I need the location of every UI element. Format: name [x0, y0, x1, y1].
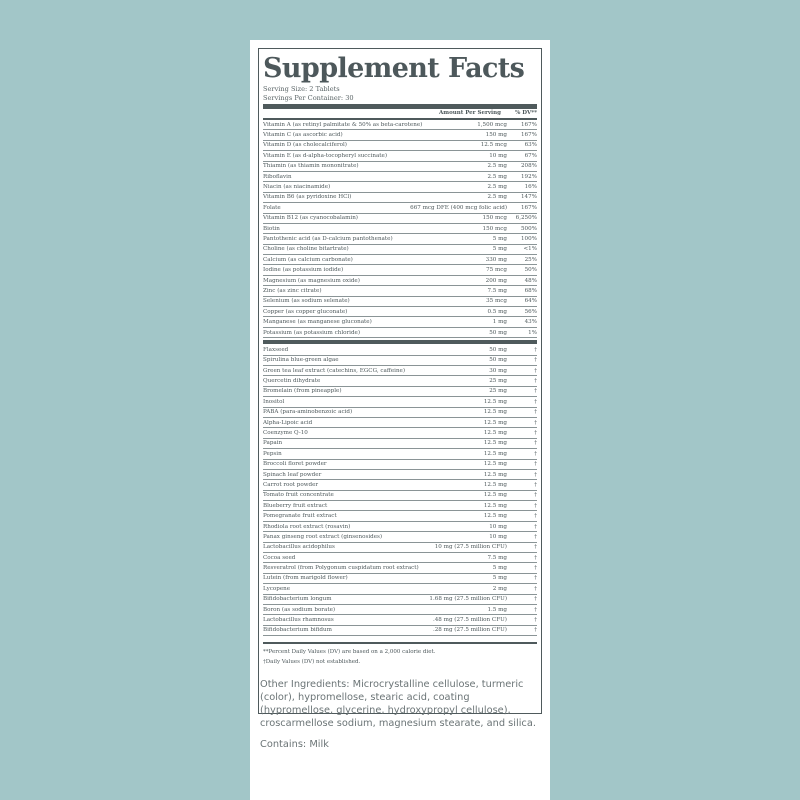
nutrient-dv: † [534, 523, 537, 530]
nutrient-amount: 5 mg [492, 575, 507, 582]
table-row [263, 605, 537, 615]
nutrient-dv: † [534, 596, 537, 603]
nutrient-name: Broccoli floret powder [263, 461, 327, 468]
table-row [263, 511, 537, 521]
nutrient-dv: 167% [521, 204, 537, 211]
table-row [263, 356, 537, 366]
nutrient-dv: 64% [524, 298, 537, 305]
nutrient-amount: 667 mcg DFE (400 mcg folic acid) [410, 204, 507, 211]
page-title: Supplement Facts [263, 53, 525, 84]
nutrient-dv: <1% [523, 246, 537, 253]
nutrient-amount: 1,500 mcg [477, 121, 507, 128]
table-row [263, 532, 537, 542]
nutrient-name: Alpha-Lipoic acid [263, 419, 313, 426]
nutrient-amount: 1 mg [492, 319, 507, 326]
nutrient-amount: 25 mg [489, 378, 507, 385]
nutrient-dv: 43% [524, 319, 537, 326]
nutrient-amount: 2.5 mg [487, 194, 507, 201]
nutrient-amount: 12.5 mg [483, 409, 507, 416]
nutrient-amount: 330 mg [485, 256, 507, 263]
table-row [263, 615, 537, 625]
nutrient-amount: 10 mg (27.5 million CFU) [434, 544, 507, 551]
nutrient-amount: 5 mg [492, 235, 507, 242]
table-row [263, 366, 537, 376]
nutrient-amount: 7.5 mg [487, 554, 507, 561]
table-row [263, 276, 537, 286]
nutrient-name: Boron (as sodium borate) [263, 606, 336, 613]
nutrient-name: Papain [263, 440, 283, 447]
nutrient-dv: 167% [521, 132, 537, 139]
nutrient-amount: 150 mcg [482, 225, 507, 232]
nutrient-dv: † [534, 492, 537, 499]
nutrient-name: Rhodiola root extract (rosavin) [263, 523, 351, 530]
nutrient-amount: 25 mg [489, 388, 507, 395]
nutrient-dv: 100% [521, 235, 537, 242]
table-row [263, 449, 537, 459]
nutrient-name: Vitamin B12 (as cyanocobalamin) [263, 215, 358, 222]
table-row [263, 120, 537, 130]
table-row [263, 151, 537, 161]
label-card [250, 40, 550, 800]
nutrient-dv: 48% [524, 277, 537, 284]
nutrient-name: Biotin [263, 225, 280, 232]
nutrient-amount: 12.5 mg [483, 419, 507, 426]
nutrient-dv: † [534, 378, 537, 385]
table-row [263, 307, 537, 317]
nutrient-name: Inositol [263, 398, 285, 405]
table-row [263, 574, 537, 584]
other-ingredients: Other Ingredients: Microcrystalline cellulose, turmeric (color), hypromellose, stearic acid, coating (hypromellose, glycerine, hydroxypropyl cellulose), croscarmellose sodium, magnesium stearate, and silica. [260, 679, 536, 729]
nutrient-dv: † [534, 617, 537, 624]
table-row [263, 470, 537, 480]
nutrient-dv: 6,250% [515, 215, 537, 222]
nutrient-amount: 2.5 mg [487, 173, 507, 180]
table-row [263, 328, 537, 338]
nutrient-dv: 192% [521, 173, 537, 180]
table-row [263, 345, 537, 355]
table-row [263, 130, 537, 140]
nutrient-name: Lutein (from marigold flower) [263, 575, 348, 582]
nutrient-dv: † [534, 461, 537, 468]
nutrient-dv: † [534, 430, 537, 437]
nutrient-dv: 167% [521, 121, 537, 128]
nutrient-name: Quercetin dihydrate [263, 378, 321, 385]
nutrient-amount: 150 mcg [482, 215, 507, 222]
nutrient-dv: † [534, 513, 537, 520]
table-row [263, 245, 537, 255]
nutrient-dv: 147% [521, 194, 537, 201]
nutrient-name: Bifidobacterium bifidum [263, 627, 332, 634]
nutrient-amount: .48 mg (27.5 million CFU) [432, 617, 507, 624]
table-row [263, 553, 537, 563]
nutrient-amount: 2 mg [492, 585, 507, 592]
nutrient-name: Spinach leaf powder [263, 471, 322, 478]
nutrient-name: Panax ginseng root extract (ginsenosides) [263, 533, 383, 540]
nutrient-dv: 16% [524, 184, 537, 191]
nutrient-amount: 10 mg [489, 533, 507, 540]
table-row [263, 265, 537, 275]
ingredient-list [263, 345, 537, 636]
nutrient-amount: 12.5 mg [483, 492, 507, 499]
table-row [263, 584, 537, 594]
nutrient-amount: 12.5 mg [483, 513, 507, 520]
table-row [263, 543, 537, 553]
nutrient-name: Spirulina blue-green algae [263, 357, 339, 364]
nutrient-amount: 1.5 mg [487, 606, 507, 613]
table-row [263, 418, 537, 428]
servings-per-container: Servings Per Container: 30 [263, 93, 354, 102]
nutrient-amount: 30 mg [489, 367, 507, 374]
nutrient-dv: † [534, 346, 537, 353]
nutrient-name: Choline (as choline bitartrate) [263, 246, 349, 253]
table-row [263, 480, 537, 490]
table-row [263, 563, 537, 573]
serving-size: Serving Size: 2 Tablets [263, 85, 340, 93]
nutrient-dv: 208% [521, 163, 537, 170]
nutrient-dv: † [534, 409, 537, 416]
nutrient-name: Niacin (as niacinamide) [263, 184, 331, 191]
nutrient-amount: .28 mg (27.5 million CFU) [432, 627, 507, 634]
nutrient-dv: † [534, 606, 537, 613]
column-header [263, 109, 537, 118]
footnote-dagger: †Daily Values (DV) not established. [263, 658, 361, 665]
table-row [263, 387, 537, 397]
nutrient-amount: 75 mcg [486, 267, 507, 274]
nutrient-amount: 150 mg [485, 132, 507, 139]
nutrient-dv: † [534, 450, 537, 457]
nutrient-amount: 1.68 mg (27.5 million CFU) [429, 596, 507, 603]
table-row [263, 439, 537, 449]
nutrient-amount: 5 mg [492, 246, 507, 253]
table-row [263, 408, 537, 418]
nutrient-amount: 5 mg [492, 565, 507, 572]
table-row [263, 193, 537, 203]
nutrient-amount: 12.5 mcg [480, 142, 507, 149]
nutrient-name: Vitamin D (as cholecalciferol) [263, 142, 347, 149]
nutrient-name: Carrot root powder [263, 481, 319, 488]
nutrient-amount: 35 mcg [486, 298, 507, 305]
nutrient-amount: 12.5 mg [483, 398, 507, 405]
table-row [263, 162, 537, 172]
nutrient-amount: 50 mg [489, 329, 507, 336]
table-row [263, 397, 537, 407]
nutrient-amount: 12.5 mg [483, 450, 507, 457]
nutrient-name: Lactobacillus rhamnosus [263, 617, 334, 624]
nutrient-amount: 12.5 mg [483, 440, 507, 447]
nutrient-dv: † [534, 471, 537, 478]
nutrient-dv: † [534, 554, 537, 561]
nutrient-amount: 2.5 mg [487, 163, 507, 170]
nutrient-dv: † [534, 398, 537, 405]
nutrient-dv: † [534, 357, 537, 364]
table-row [263, 203, 537, 213]
footnote-dv: **Percent Daily Values (DV) are based on a 2,000 calorie diet. [263, 649, 436, 656]
nutrient-name: Magnesium (as magnesium oxide) [263, 277, 360, 284]
table-row [263, 182, 537, 192]
nutrient-name: Bifidobacterium longum [263, 596, 332, 603]
nutrient-name: Vitamin C (as ascorbic acid) [263, 132, 343, 139]
table-row [263, 317, 537, 327]
table-row [263, 491, 537, 501]
dv-header: % DV** [515, 110, 537, 116]
nutrient-dv: 25% [524, 256, 537, 263]
nutrient-amount: 7.5 mg [487, 287, 507, 294]
nutrient-amount: 10 mg [489, 152, 507, 159]
table-row [263, 460, 537, 470]
nutrient-name: Vitamin A (as retinyl palmitate & 50% as beta-carotene) [263, 121, 423, 128]
nutrient-dv: 63% [524, 142, 537, 149]
nutrient-name: Vitamin E (as d-alpha-tocopheryl succinate) [263, 152, 388, 159]
nutrient-name: Pepsin [263, 450, 282, 457]
footnotes [263, 642, 537, 667]
nutrient-amount: 50 mg [489, 357, 507, 364]
nutrient-dv: 67% [524, 152, 537, 159]
nutrient-amount: 2.5 mg [487, 184, 507, 191]
nutrient-amount: 12.5 mg [483, 502, 507, 509]
nutrient-name: Copper (as copper gluconate) [263, 308, 348, 315]
nutrient-dv: 56% [524, 308, 537, 315]
nutrient-name: Green tea leaf extract (catechins, EGCG, caffeine) [263, 367, 406, 374]
nutrient-amount: 12.5 mg [483, 481, 507, 488]
nutrient-name: Zinc (as zinc citrate) [263, 287, 322, 294]
table-row [263, 595, 537, 605]
table-row [263, 376, 537, 386]
nutrient-amount: 12.5 mg [483, 471, 507, 478]
nutrient-name: Coenzyme Q-10 [263, 430, 308, 437]
table-row [263, 501, 537, 511]
nutrient-dv: † [534, 533, 537, 540]
nutrient-dv: † [534, 627, 537, 634]
table-row [263, 234, 537, 244]
nutrient-dv: † [534, 565, 537, 572]
nutrient-dv: † [534, 419, 537, 426]
nutrient-amount: 0.5 mg [487, 308, 507, 315]
amount-header: Amount Per Serving [438, 110, 501, 116]
nutrient-name: Iodine (as potassium iodide) [263, 267, 344, 274]
table-row [263, 141, 537, 151]
nutrient-dv: 1% [528, 329, 537, 336]
nutrient-name: Calcium (as calcium carbonate) [263, 256, 353, 263]
allergen-contains: Contains: Milk [260, 739, 329, 750]
nutrient-dv: † [534, 544, 537, 551]
table-row [263, 522, 537, 532]
table-row [263, 286, 537, 296]
nutrient-name: Pomegranate fruit extract [263, 513, 337, 520]
nutrient-name: Tomato fruit concentrate [263, 492, 334, 499]
nutrient-amount: 12.5 mg [483, 430, 507, 437]
table-row [263, 626, 537, 636]
nutrient-name: Bromelain (from pineapple) [263, 388, 342, 395]
nutrient-dv: 50% [524, 267, 537, 274]
table-row [263, 172, 537, 182]
nutrient-dv: † [534, 440, 537, 447]
nutrient-amount: 12.5 mg [483, 461, 507, 468]
divider-thick [263, 340, 537, 344]
nutrient-name: Manganese (as manganese gluconate) [263, 319, 372, 326]
table-row [263, 297, 537, 307]
nutrient-dv: † [534, 585, 537, 592]
nutrient-amount: 10 mg [489, 523, 507, 530]
table-row [263, 224, 537, 234]
nutrient-dv: 500% [521, 225, 537, 232]
nutrient-name: Blueberry fruit extract [263, 502, 328, 509]
nutrient-dv: 68% [524, 287, 537, 294]
nutrient-dv: † [534, 367, 537, 374]
nutrient-name: Lycopene [263, 585, 291, 592]
nutrient-name: Thiamin (as thiamin mononitrate) [263, 163, 359, 170]
nutrient-dv: † [534, 502, 537, 509]
vitamin-list [263, 120, 537, 338]
nutrient-name: Folate [263, 204, 281, 211]
nutrient-name: Selenium (as sodium selenate) [263, 298, 350, 305]
nutrient-name: Potassium (as potassium chloride) [263, 329, 361, 336]
nutrient-amount: 50 mg [489, 346, 507, 353]
nutrient-amount: 200 mg [485, 277, 507, 284]
table-row [263, 428, 537, 438]
table-row [263, 214, 537, 224]
nutrient-name: Flaxseed [263, 346, 289, 353]
nutrient-name: PABA (para-aminobenzoic acid) [263, 409, 353, 416]
nutrient-dv: † [534, 481, 537, 488]
nutrient-name: Riboflavin [263, 173, 292, 180]
nutrient-name: Lactobacillus acidophilus [263, 544, 335, 551]
nutrient-name: Resveratrol (from Polygonum cuspidatum root extract) [263, 565, 419, 572]
nutrient-name: Vitamin B6 (as pyridoxine HCl) [263, 194, 352, 201]
supplement-facts-panel [258, 48, 542, 714]
nutrient-name: Cocoa seed [263, 554, 296, 561]
nutrient-name: Pantothenic acid (as D-calcium pantothenate) [263, 235, 393, 242]
nutrient-dv: † [534, 388, 537, 395]
nutrient-dv: † [534, 575, 537, 582]
table-row [263, 255, 537, 265]
